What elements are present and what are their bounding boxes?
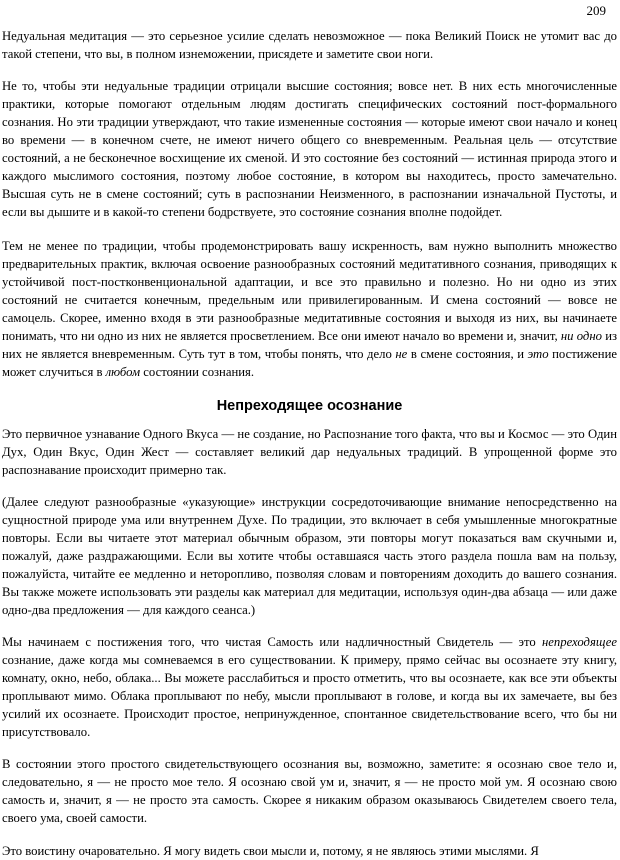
text-run: Это воистину очаровательно. Я могу видеть свои мысли и, потому, я не являюсь этими мыслями. Я [2, 844, 539, 858]
section-heading: Непреходящее осознание [216, 398, 403, 414]
text-run: из них не является вневременным. Суть тут в том, чтобы понять, что дело [2, 329, 617, 361]
emphasis-text: не [395, 347, 408, 361]
text-run: (Далее следуют разнообразные «указующие» инструкции сосредоточивающие внимание непосредственно на сущностной природе ума или внутреннем Духе. По традиции, это включает в себя умышленные многократные повторы. Если вы читаете этот материал обычным образом, эти повторы могут показаться вам скучными и, пожалуй, даже раздражающими. Если вы хотите чтобы оставшаяся часть этого раздела пошла вам на пользу, пожалуйста, читайте ее медленно и неторопливо, позволяя словам и повторениям доходить до вашего сознания. Вы также можете использовать эти разделы как материал для медитации, используя один-два абзаца — или даже одно-два предложения — для каждого сеанса.) [2, 495, 617, 617]
emphasis-text: ни одно [560, 329, 602, 343]
text-run: Это первичное узнавание Одного Вкуса — не создание, но Распознание того факта, что вы и Космос — это Один Дух, Один Вкус, Один Жест — составляет великий дар недуальных традиций. В упрощенной форме это распознавание происходит примерно так. [2, 427, 617, 477]
paragraph-1 [2, 27, 617, 63]
text-run: постижение может случиться в [2, 347, 617, 379]
text-run: Тем не менее по традиции, чтобы продемонстрировать вашу искренность, вам нужно выполнить множество предварительных практик, включая освоение разнообразных состояний медитативного сознания, приводящих к устойчивой пост-постконвенциональной адаптации, и все это правильно и полезно. Но ни одно из этих состояний не считается конечным, предельным или привилегированным. И смена состояний — вовсе не самоцель. Скорее, именно входя в эти разнообразные медитативные состояния и выходя из них, вы начинаете понимать, что ни одно из них не является просветлением. Все они имеют начало во времени и, значит, [2, 239, 617, 343]
emphasis-text: это [527, 347, 549, 361]
text-run: Недуальная медитация — это серьезное усилие сделать невозможное — пока Великий Поиск не утомит вас до такой степени, что вы, в полном изнеможении, присядете и заметите свои ноги. [2, 29, 617, 61]
emphasis-text: непреходящее [541, 635, 617, 649]
page-number: 209 [586, 3, 606, 18]
paragraph-8 [2, 842, 617, 860]
paragraph-5 [2, 493, 617, 619]
page-content [2, 27, 617, 860]
text-run: в смене состояния, и [407, 347, 528, 361]
text-run: В состоянии этого простого свидетельствующего осознания вы, возможно, заметите: я осознаю свое тело и, следовательно, я — не просто мое тело. Я осознаю свой ум и, значит, я — не просто мой ум. Я осознаю свою самость и, значит, я — не просто эта самость. Скорее я никаким образом оказываюсь Свидетелем своего тела, своего ума, своей самости. [2, 757, 617, 825]
emphasis-text: любом [105, 365, 141, 379]
paragraph-2 [2, 77, 617, 221]
paragraph-4 [2, 425, 617, 479]
text-run: Не то, чтобы эти недуальные традиции отрицали высшие состояния; вовсе нет. В них есть многочисленные практики, которые помогают отдельным людям достигать специфических состояний пост-формального сознания. Но эти традиции утверждают, что такие измененные состояния — которые имеют свои начало и конец во времени — в конечном счете, не имеют ничего общего со вневременным. Реальная цель — отсутствие состояний, а не бесконечное восхищение их сменой. И это состояние без состояний — истинная природа этого и каждого мыслимого состояния, поэтому любое состояние, в котором вы находитесь, просто замечательно. Высшая суть не в смене состояний; суть в распознании Неизменного, в распознании изначальной Пустоты, и если вы дышите и в какой-то степени бодрствуете, это состояние сознания вполне подойдет. [2, 79, 617, 219]
text-run: Мы начинаем с постижения того, что чистая Самость или надличностный Свидетель — это [2, 635, 542, 649]
text-run: состоянии сознания. [140, 365, 255, 379]
paragraph-3 [2, 237, 617, 381]
paragraph-7 [2, 755, 617, 827]
text-run: сознание, даже когда мы сомневаемся в его существовании. К примеру, прямо сейчас вы осознаете эту книгу, комнату, окно, небо, облака... Вы можете расслабиться и просто отметить, что вы осознаете, как все эти объекты проплывают мимо. Облака проплывают по небу, мысли проплывают в голове, и когда вы их замечаете, вы без усилий их осознаете. Происходит простое, непринужденное, спонтанное свидетельствование всего, что бы ни присутствовало. [2, 653, 617, 739]
paragraph-6 [2, 633, 617, 741]
